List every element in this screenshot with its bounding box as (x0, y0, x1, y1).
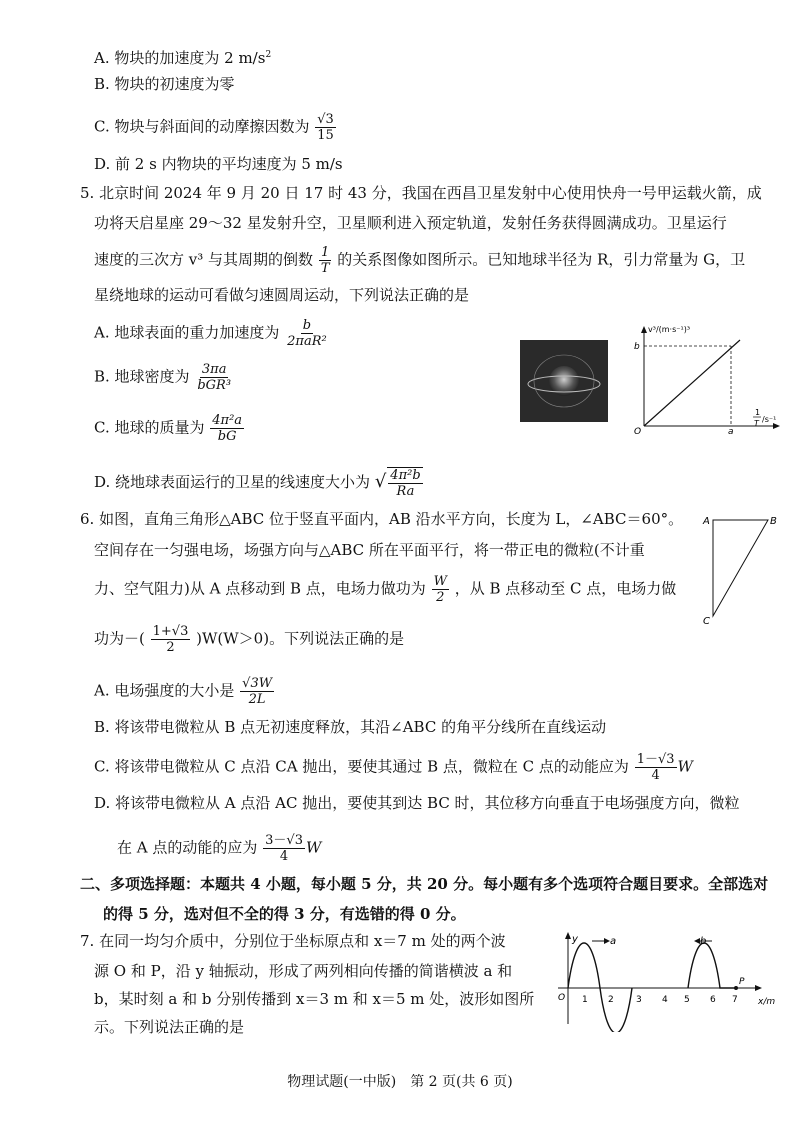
q6-line3-den: 2 (436, 590, 445, 605)
q5-option-a (94, 318, 330, 349)
q4-option-a-sup: 2 (265, 50, 272, 60)
q5-b-label: b (634, 342, 640, 352)
q6-line4-pre: 功为－( (94, 629, 145, 648)
q7-wave-b (688, 943, 736, 988)
q6-triangle-figure (700, 510, 790, 630)
q6-option-d-post: W (305, 838, 322, 857)
q6-line4-fraction (151, 624, 191, 655)
q6-label-a: A (703, 516, 710, 527)
q5-option-b-den: bGR³ (197, 378, 232, 393)
q7-y-arrow-icon (565, 932, 571, 939)
q7-x-unit: x/m (758, 997, 776, 1007)
q7-tick-6: 6 (710, 995, 716, 1005)
q6-option-d-line1: D. 将该带电微粒从 A 点沿 AC 抛出，要使其到达 BC 时，其位移方向垂直于电场强度方向，微粒 (94, 794, 740, 812)
q6-line3-num: W (433, 574, 447, 589)
q6-option-a-fraction (240, 676, 274, 707)
page-footer: 物理试题(一中版) 第 2 页(共 6 页) (287, 1074, 513, 1090)
section2-heading-line2: 的得 5 分，选对但不全的得 3 分，有选错的得 0 分。 (103, 905, 466, 923)
q6-stem-line3 (94, 574, 676, 605)
q5-y-arrow-icon (641, 326, 647, 333)
q5-origin-label: O (634, 427, 642, 434)
q6-option-d-fraction (263, 833, 305, 864)
q7-tick-7: 7 (732, 995, 738, 1005)
q6-line4-num: 1+√3 (152, 624, 189, 639)
q6-option-a (94, 676, 275, 707)
q5-line3-num: 1 (321, 245, 330, 260)
q7-p-label: P (739, 977, 745, 987)
q5-option-d: D. 绕地球表面运行的卫星的线速度大小为 √ $\frac{\text{4π²b}}{Ra}$ (94, 468, 421, 499)
q6-option-d-pre: 在 A 点的动能的应为 (117, 838, 258, 857)
q7-a-label: a (610, 936, 617, 947)
q6-option-c-post: W (677, 757, 693, 776)
q7-tick-5: 5 (684, 995, 690, 1005)
q5-graph (628, 322, 788, 434)
q5-y-label: v³/(m·s⁻¹)³ (648, 325, 691, 334)
q5-x-label-num: 1 (755, 408, 761, 417)
q5-option-a-fraction (285, 318, 329, 349)
q6-option-c (94, 752, 693, 783)
q5-stem-line1: 5. 北京时间 2024 年 9 月 20 日 17 时 43 分，我国在西昌卫星发射中心使用快舟一号甲运载火箭，成 (80, 184, 762, 202)
q5-option-d-den: Ra (396, 484, 415, 499)
q7-point-p (734, 986, 738, 990)
q6-line4-post: )W(W＞0)。下列说法正确的是 (196, 629, 405, 648)
q4-option-c-text: C. 物块与斜面间的动摩擦因数为 (94, 117, 310, 136)
q7-o-label: O (558, 993, 566, 1003)
q7-x-arrow-icon (755, 985, 762, 991)
q7-stem-line4: 示。下列说法正确的是 (94, 1018, 245, 1036)
q5-line3-pre: 速度的三次方 v³ 与其周期的倒数 (94, 250, 314, 269)
q5-option-d-fraction (387, 467, 422, 499)
q7-y-label: y (572, 934, 578, 945)
q5-a-label: a (728, 427, 734, 434)
q4-option-b: B. 物块的初速度为零 (94, 75, 235, 93)
q4-option-a (94, 45, 271, 68)
q5-stem-line2: 功将天启星座 29～32 星发射升空，卫星顺利进入预定轨道，发射任务获得圆满成功。卫星运行 (94, 214, 727, 232)
q6-option-c-num: 1－√3 (636, 752, 675, 767)
q5-option-d-num: 4π²b (390, 468, 421, 483)
q6-option-c-den: 4 (651, 768, 660, 783)
q6-stem-line4 (94, 624, 404, 655)
q4-option-d: D. 前 2 s 内物块的平均速度为 5 m/s (94, 155, 343, 173)
q5-x-label-den: T (754, 419, 759, 428)
q6-option-a-num: √3W (242, 676, 273, 691)
q5-option-c-num: 4π²a (212, 413, 243, 428)
q7-wave-figure (552, 928, 788, 1032)
q6-stem-line2: 空间存在一匀强电场，场强方向与△ABC 所在平面平行，将一带正电的微粒(不计重 (94, 541, 645, 559)
q7-tick-2: 2 (608, 995, 614, 1005)
q6-option-a-text: A. 电场强度的大小是 (94, 681, 235, 700)
q6-line3-post: ，从 B 点移动至 C 点，电场力做 (454, 579, 677, 598)
q5-option-a-den: 2πaR² (287, 334, 327, 349)
q7-stem-line2: 源 O 和 P，沿 y 轴振动，形成了两列相向传播的简谐横波 a 和 (94, 962, 513, 980)
q5-stem-line4: 星绕地球的运动可看做匀速圆周运动，下列说法正确的是 (94, 286, 470, 304)
q5-one-over-t (319, 245, 332, 276)
q7-tick-3: 3 (636, 995, 642, 1005)
q5-option-b-fraction (195, 362, 233, 393)
q4-option-c-num: √3 (317, 112, 334, 127)
q6-option-a-den: 2L (248, 692, 266, 707)
q5-line3-post: 的关系图像如图所示。已知地球半径为 R，引力常量为 G，卫 (337, 250, 746, 269)
q7-tick-1: 1 (582, 995, 588, 1005)
q6-option-d-num: 3－√3 (265, 833, 303, 848)
q4-option-c-den: 15 (317, 128, 334, 143)
q7-stem-line1: 7. 在同一均匀介质中，分别位于坐标原点和 x＝7 m 处的两个波 (80, 932, 506, 950)
q5-stem-line3 (94, 245, 745, 276)
q5-option-a-text: A. 地球表面的重力加速度为 (94, 323, 280, 342)
q6-option-c-fraction (635, 752, 677, 783)
q6-line3-pre: 力、空气阻力)从 A 点移动到 B 点，电场力做功为 (94, 579, 426, 598)
section2-heading-line1: 二、多项选择题：本题共 4 小题，每小题 5 分，共 20 分。每小题有多个选项符合题目要求。全部选对 (80, 875, 769, 893)
q5-option-d-text: D. 绕地球表面运行的卫星的线速度大小为 (94, 473, 371, 491)
q4-option-c (94, 112, 337, 143)
q5-option-c (94, 413, 245, 444)
q6-option-d-den: 4 (279, 849, 289, 864)
q7-b-label: b (700, 936, 707, 947)
q6-triangle (713, 520, 768, 616)
q6-option-c-text: C. 将该带电微粒从 C 点沿 CA 抛出，要使其通过 B 点，微粒在 C 点的动能应为 (94, 757, 629, 776)
q5-line (644, 340, 740, 426)
q6-stem-line1: 6. 如图，直角三角形△ABC 位于竖直平面内，AB 沿水平方向，长度为 L，∠ABC＝60°。 (80, 510, 684, 528)
q5-line3-den: T (320, 261, 330, 276)
q5-option-b-num: 3πa (201, 362, 227, 377)
q5-x-unit: /s⁻¹ (762, 415, 777, 424)
q7-tick-4: 4 (662, 995, 668, 1005)
q6-w-over-2 (432, 574, 449, 605)
q7-stem-line3: b，某时刻 a 和 b 分别传播到 x＝3 m 和 x＝5 m 处，波形如图所 (94, 990, 535, 1008)
q6-option-b: B. 将该带电微粒从 B 点无初速度释放，其沿∠ABC 的角平分线所在直线运动 (94, 718, 607, 736)
q6-line4-den: 2 (166, 640, 175, 655)
q5-option-a-num: b (302, 318, 312, 333)
q6-label-c: C (703, 616, 710, 627)
q5-option-c-den: bG (217, 429, 237, 444)
q5-option-c-fraction (210, 413, 244, 444)
q6-label-b: B (770, 516, 777, 527)
q4-option-a-text: A. 物块的加速度为 2 m/s (94, 49, 266, 67)
q5-option-b (94, 362, 234, 393)
satellite-earth-image (520, 340, 608, 422)
q4-option-c-fraction (315, 112, 336, 143)
q5-option-b-text: B. 地球密度为 (94, 367, 190, 386)
q5-option-c-text: C. 地球的质量为 (94, 418, 205, 437)
q6-option-d-line2 (117, 833, 321, 864)
